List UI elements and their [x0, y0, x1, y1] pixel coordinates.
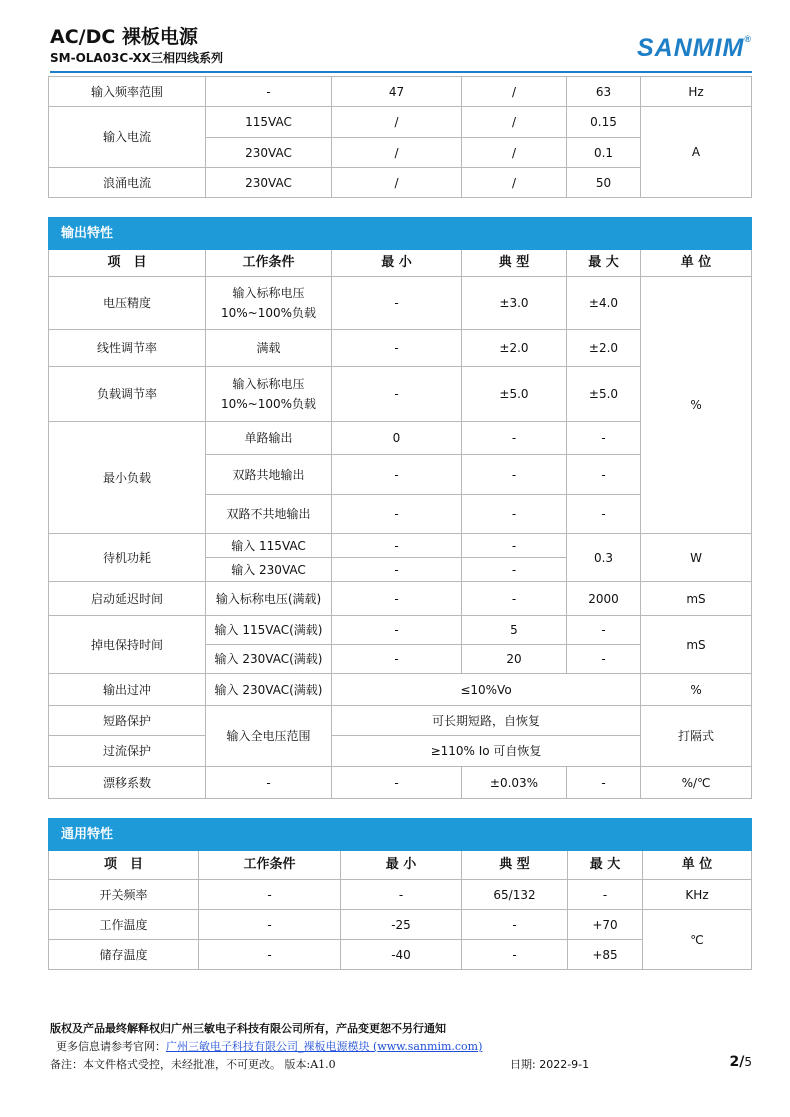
- row-unit: 打隔式: [641, 706, 752, 767]
- row-typ: -: [462, 455, 567, 495]
- table-row: [49, 910, 752, 940]
- row-max: -: [567, 422, 641, 455]
- table-header-row: [49, 250, 752, 277]
- output-spec-table: [48, 217, 752, 799]
- row-typ: -: [462, 910, 568, 940]
- row-item: 待机功耗: [49, 534, 206, 582]
- registered-mark: ®: [744, 34, 752, 44]
- row-unit: KHz: [643, 880, 752, 910]
- page-header: [50, 20, 752, 72]
- table-row: [49, 277, 752, 330]
- row-max: -: [568, 880, 643, 910]
- cond-line-2: 10%~100%负载: [220, 397, 317, 411]
- table-header-row: [49, 851, 752, 880]
- row-item: 短路保护: [49, 706, 206, 736]
- row-unit: mS: [641, 582, 752, 616]
- page-total: 5: [744, 1055, 752, 1069]
- row-cond: 满载: [206, 330, 332, 367]
- row-item: 工作温度: [49, 910, 199, 940]
- row-item: 最小负载: [49, 422, 206, 534]
- row-cond: 230VAC: [206, 138, 332, 168]
- row-unit: %: [641, 674, 752, 706]
- row-item: 过流保护: [49, 736, 206, 767]
- row-cond: -: [206, 77, 332, 107]
- section-header: [49, 819, 752, 851]
- row-max: ±5.0: [567, 367, 641, 422]
- row-min: -: [332, 277, 462, 330]
- row-max: 2000: [567, 582, 641, 616]
- row-min: -: [332, 495, 462, 534]
- table-row: [49, 674, 752, 706]
- cond-line-1: 输入标称电压: [232, 286, 305, 300]
- row-typ: -: [462, 940, 568, 970]
- table-row: [49, 616, 752, 645]
- row-max: 50: [567, 168, 641, 198]
- row-unit: %: [641, 277, 752, 534]
- page-current: 2/: [729, 1054, 745, 1070]
- row-cond: -: [199, 940, 341, 970]
- row-item: 输出过冲: [49, 674, 206, 706]
- row-typ: 65/132: [462, 880, 568, 910]
- doc-date: 日期: 2022-9-1: [510, 1058, 590, 1071]
- row-min: -: [332, 534, 462, 558]
- row-typ: -: [462, 582, 567, 616]
- row-max: -: [567, 455, 641, 495]
- row-max: 0.1: [567, 138, 641, 168]
- website-link[interactable]: 广州三敏电子科技有限公司_裸板电源模块 (www.sanmim.com): [166, 1040, 483, 1053]
- row-typ: -: [462, 558, 567, 582]
- row-unit: ℃: [643, 910, 752, 970]
- copyright-notice: 版权及产品最终解释权归广州三敏电子科技有限公司所有，产品变更恕不另行通知: [50, 1022, 446, 1035]
- table-row: [49, 107, 752, 138]
- more-info-label: 更多信息请参考官网：: [56, 1040, 166, 1053]
- more-info-line: [56, 1038, 758, 1054]
- row-typ: /: [462, 168, 567, 198]
- row-min: /: [332, 168, 462, 198]
- row-cond: 115VAC: [206, 107, 332, 138]
- row-item: 掉电保持时间: [49, 616, 206, 674]
- col-header-item: 项 目: [49, 851, 199, 880]
- row-typ: 5: [462, 616, 567, 645]
- row-cond: [206, 367, 332, 422]
- row-cond: 输入 230VAC(满载): [206, 645, 332, 674]
- row-item: 输入电流: [49, 107, 206, 168]
- table-row: [49, 767, 752, 799]
- section-title: 输出特性: [49, 218, 752, 250]
- row-max: 0.3: [567, 534, 641, 582]
- col-header-unit: 单 位: [643, 851, 752, 880]
- row-min: -: [332, 645, 462, 674]
- row-unit: %/℃: [641, 767, 752, 799]
- table-row: [49, 706, 752, 736]
- row-item: 线性调节率: [49, 330, 206, 367]
- row-item: 漂移系数: [49, 767, 206, 799]
- row-unit: W: [641, 534, 752, 582]
- row-unit: mS: [641, 616, 752, 674]
- row-cond: 双路不共地输出: [206, 495, 332, 534]
- row-typ: -: [462, 534, 567, 558]
- row-typ: ±2.0: [462, 330, 567, 367]
- page-number: [730, 1054, 753, 1070]
- footer-note-line: [50, 1056, 752, 1072]
- col-header-typ: 典 型: [462, 250, 567, 277]
- col-header-max: 最 大: [567, 250, 641, 277]
- row-cond: 双路共地输出: [206, 455, 332, 495]
- row-min: -: [332, 558, 462, 582]
- row-cond: -: [206, 767, 332, 799]
- row-min: /: [332, 107, 462, 138]
- row-min: -: [332, 330, 462, 367]
- col-header-cond: 工作条件: [206, 250, 332, 277]
- row-min: -: [332, 367, 462, 422]
- row-min: 0: [332, 422, 462, 455]
- cond-line-2: 10%~100%负载: [220, 306, 317, 320]
- row-value: ≤10%Vo: [332, 674, 641, 706]
- row-max: -: [567, 767, 641, 799]
- col-header-min: 最 小: [332, 250, 462, 277]
- doc-title: AC/DC 裸板电源: [50, 26, 198, 48]
- input-spec-table: [48, 76, 752, 198]
- row-unit: Hz: [641, 77, 752, 107]
- col-header-unit: 单 位: [641, 250, 752, 277]
- table-row: [49, 880, 752, 910]
- col-header-cond: 工作条件: [199, 851, 341, 880]
- row-value: 可长期短路，自恢复: [332, 706, 641, 736]
- section-title: 通用特性: [49, 819, 752, 851]
- col-header-min: 最 小: [341, 851, 462, 880]
- row-cond: 输入 230VAC: [206, 558, 332, 582]
- row-max: -: [567, 645, 641, 674]
- section-header: [49, 218, 752, 250]
- row-min: -: [332, 767, 462, 799]
- row-max: ±4.0: [567, 277, 641, 330]
- row-max: 63: [567, 77, 641, 107]
- row-min: -: [332, 455, 462, 495]
- row-min: -: [332, 616, 462, 645]
- table-row: [49, 582, 752, 616]
- row-max: ±2.0: [567, 330, 641, 367]
- row-typ: /: [462, 107, 567, 138]
- row-cond: 输入标称电压(满载): [206, 582, 332, 616]
- header-rule: [50, 71, 752, 73]
- row-item: 启动延迟时间: [49, 582, 206, 616]
- row-min: -: [332, 582, 462, 616]
- row-item: 储存温度: [49, 940, 199, 970]
- row-typ: /: [462, 138, 567, 168]
- row-max: +85: [568, 940, 643, 970]
- row-unit: A: [641, 107, 752, 198]
- row-cond: 输入 230VAC(满载): [206, 674, 332, 706]
- row-min: 47: [332, 77, 462, 107]
- brand-logo: [637, 34, 752, 63]
- general-spec-table: [48, 818, 752, 970]
- table-row: [49, 77, 752, 107]
- row-max: -: [567, 495, 641, 534]
- col-header-typ: 典 型: [462, 851, 568, 880]
- row-typ: 20: [462, 645, 567, 674]
- row-cond: [206, 277, 332, 330]
- row-item: 输入频率范围: [49, 77, 206, 107]
- row-cond: -: [199, 880, 341, 910]
- logo-text: SANMIM: [636, 34, 745, 62]
- row-cond: 输入全电压范围: [206, 706, 332, 767]
- table-row: [49, 534, 752, 558]
- row-typ: -: [462, 495, 567, 534]
- row-item: 开关频率: [49, 880, 199, 910]
- doc-control-note: 备注：本文件格式受控，未经批准，不可更改。 版本:A1.0: [50, 1058, 336, 1071]
- row-min: /: [332, 138, 462, 168]
- row-typ: ±3.0: [462, 277, 567, 330]
- row-cond: 单路输出: [206, 422, 332, 455]
- row-typ: ±0.03%: [462, 767, 567, 799]
- row-min: -: [341, 880, 462, 910]
- row-value: ≥110% Io 可自恢复: [332, 736, 641, 767]
- row-max: +70: [568, 910, 643, 940]
- row-cond: 230VAC: [206, 168, 332, 198]
- row-max: 0.15: [567, 107, 641, 138]
- cond-line-1: 输入标称电压: [232, 377, 305, 391]
- row-min: -25: [341, 910, 462, 940]
- row-cond: 输入 115VAC(满载): [206, 616, 332, 645]
- doc-subtitle: SM-OLA03C-XX三相四线系列: [50, 51, 223, 65]
- row-item: 负载调节率: [49, 367, 206, 422]
- row-typ: ±5.0: [462, 367, 567, 422]
- row-typ: -: [462, 422, 567, 455]
- col-header-item: 项 目: [49, 250, 206, 277]
- col-header-max: 最 大: [568, 851, 643, 880]
- row-typ: /: [462, 77, 567, 107]
- row-item: 电压精度: [49, 277, 206, 330]
- row-min: -40: [341, 940, 462, 970]
- row-item: 浪涌电流: [49, 168, 206, 198]
- row-max: -: [567, 616, 641, 645]
- row-cond: -: [199, 910, 341, 940]
- row-cond: 输入 115VAC: [206, 534, 332, 558]
